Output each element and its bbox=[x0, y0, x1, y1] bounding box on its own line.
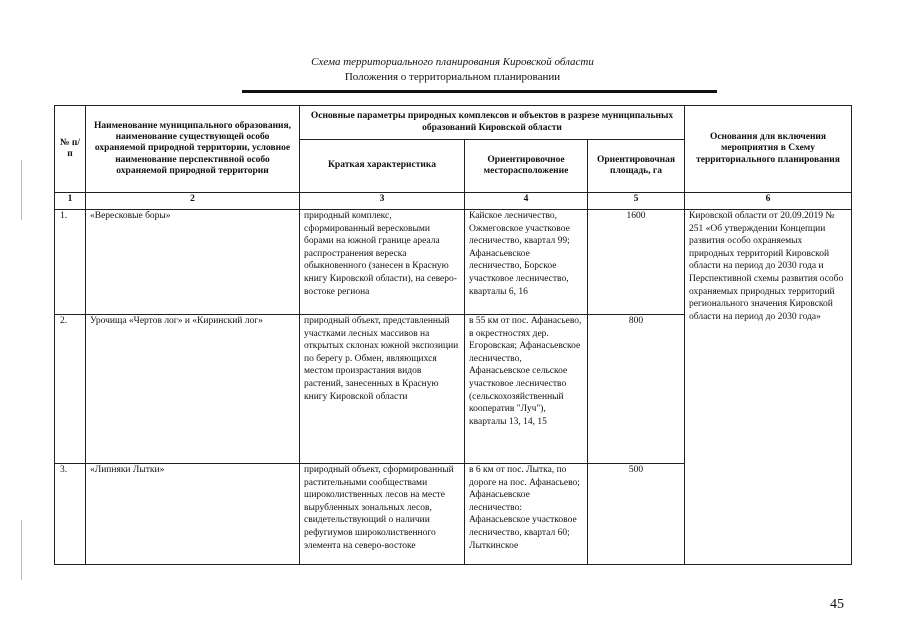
row-location: в 6 км от пос. Лытка, по дороге на пос. Афанасьево; Афанасьевское лесничество: Афанасьевское участковое лесничество, квартал 60; Лыткинское bbox=[465, 464, 588, 565]
row-name: «Липняки Лытки» bbox=[86, 464, 300, 565]
row-name: Урочища «Чертов лог» и «Киринский лог» bbox=[86, 315, 300, 464]
column-number: 3 bbox=[300, 193, 465, 210]
planning-table bbox=[54, 105, 852, 565]
row-num: 3. bbox=[55, 464, 86, 565]
row-num: 2. bbox=[55, 315, 86, 464]
row-location: в 55 км от пос. Афанасьево, в окрестностях дер. Егоровская; Афанасьевское лесничество, Афанасьевское сельское участковое лесничество (сельскохозяйственный кооператив "Луч"), кварталы 13, 14, 15 bbox=[465, 315, 588, 464]
document-title: Схема территориального планирования Кировской области bbox=[311, 56, 594, 68]
basis-cell: Кировской области от 20.09.2019 № 251 «Об утверждении Концепции развития особо охраняемых природных территорий Кировской области на период до 2030 года и Перспективной схемы развития особо охраняемых природных территорий регионального значения Кировской области на период до 2030 года» bbox=[685, 210, 852, 565]
row-description: природный комплекс, сформированный вересковыми борами на южной границе ареала распространения вереска обыкновенного (занесен в Красную книгу Кировской области), на северо-востоке региона bbox=[300, 210, 465, 315]
row-name: «Вересковые боры» bbox=[86, 210, 300, 315]
header-location: Ориентировочное месторасположение bbox=[465, 140, 588, 193]
row-area: 1600 bbox=[588, 210, 685, 315]
row-description: природный объект, сформированный растительными сообществами широколиственных лесов на месте вырубленных зональных лесов, свидетельствующий о наличии рефугиумов широколиственного элемента на северо-востоке bbox=[300, 464, 465, 565]
column-number: 2 bbox=[86, 193, 300, 210]
column-number-row bbox=[55, 193, 852, 210]
row-description: природный объект, представленный участками лесных массивов на открытых склонах южной экспозиции по берегу р. Обмен, являющихся местом произрастания видов растений, занесенных в Красную книгу Кировской области bbox=[300, 315, 465, 464]
header-description: Краткая характеристика bbox=[300, 140, 465, 193]
header-basis: Основания для включения мероприятия в Схему территориального планирования bbox=[685, 106, 852, 193]
header-name: Наименование муниципального образования, наименование существующей особо охраняемой природной территории, условное наименование перспективной особо охраняемой природной территории bbox=[86, 106, 300, 193]
row-area: 800 bbox=[588, 315, 685, 464]
column-number: 4 bbox=[465, 193, 588, 210]
header-rule bbox=[242, 90, 717, 93]
row-location: Кайское лесничество, Ожмеговское участковое лесничество, квартал 99; Афанасьевское лесничество, Борское участковое лесничество, кварталы 6, 16 bbox=[465, 210, 588, 315]
header-area: Ориентировочная площадь, га bbox=[588, 140, 685, 193]
header-group: Основные параметры природных комплексов и объектов в разрезе муниципальных образований Кировской области bbox=[300, 106, 685, 140]
document-subtitle: Положения о территориальном планировании bbox=[344, 71, 561, 83]
page-number: 45 bbox=[830, 597, 844, 612]
header-num: № п/п bbox=[55, 106, 86, 193]
row-area: 500 bbox=[588, 464, 685, 565]
column-number: 6 bbox=[685, 193, 852, 210]
table-row bbox=[55, 210, 852, 315]
margin-mark bbox=[21, 520, 22, 580]
column-number: 1 bbox=[55, 193, 86, 210]
margin-mark bbox=[21, 160, 22, 220]
column-number: 5 bbox=[588, 193, 685, 210]
row-num: 1. bbox=[55, 210, 86, 315]
